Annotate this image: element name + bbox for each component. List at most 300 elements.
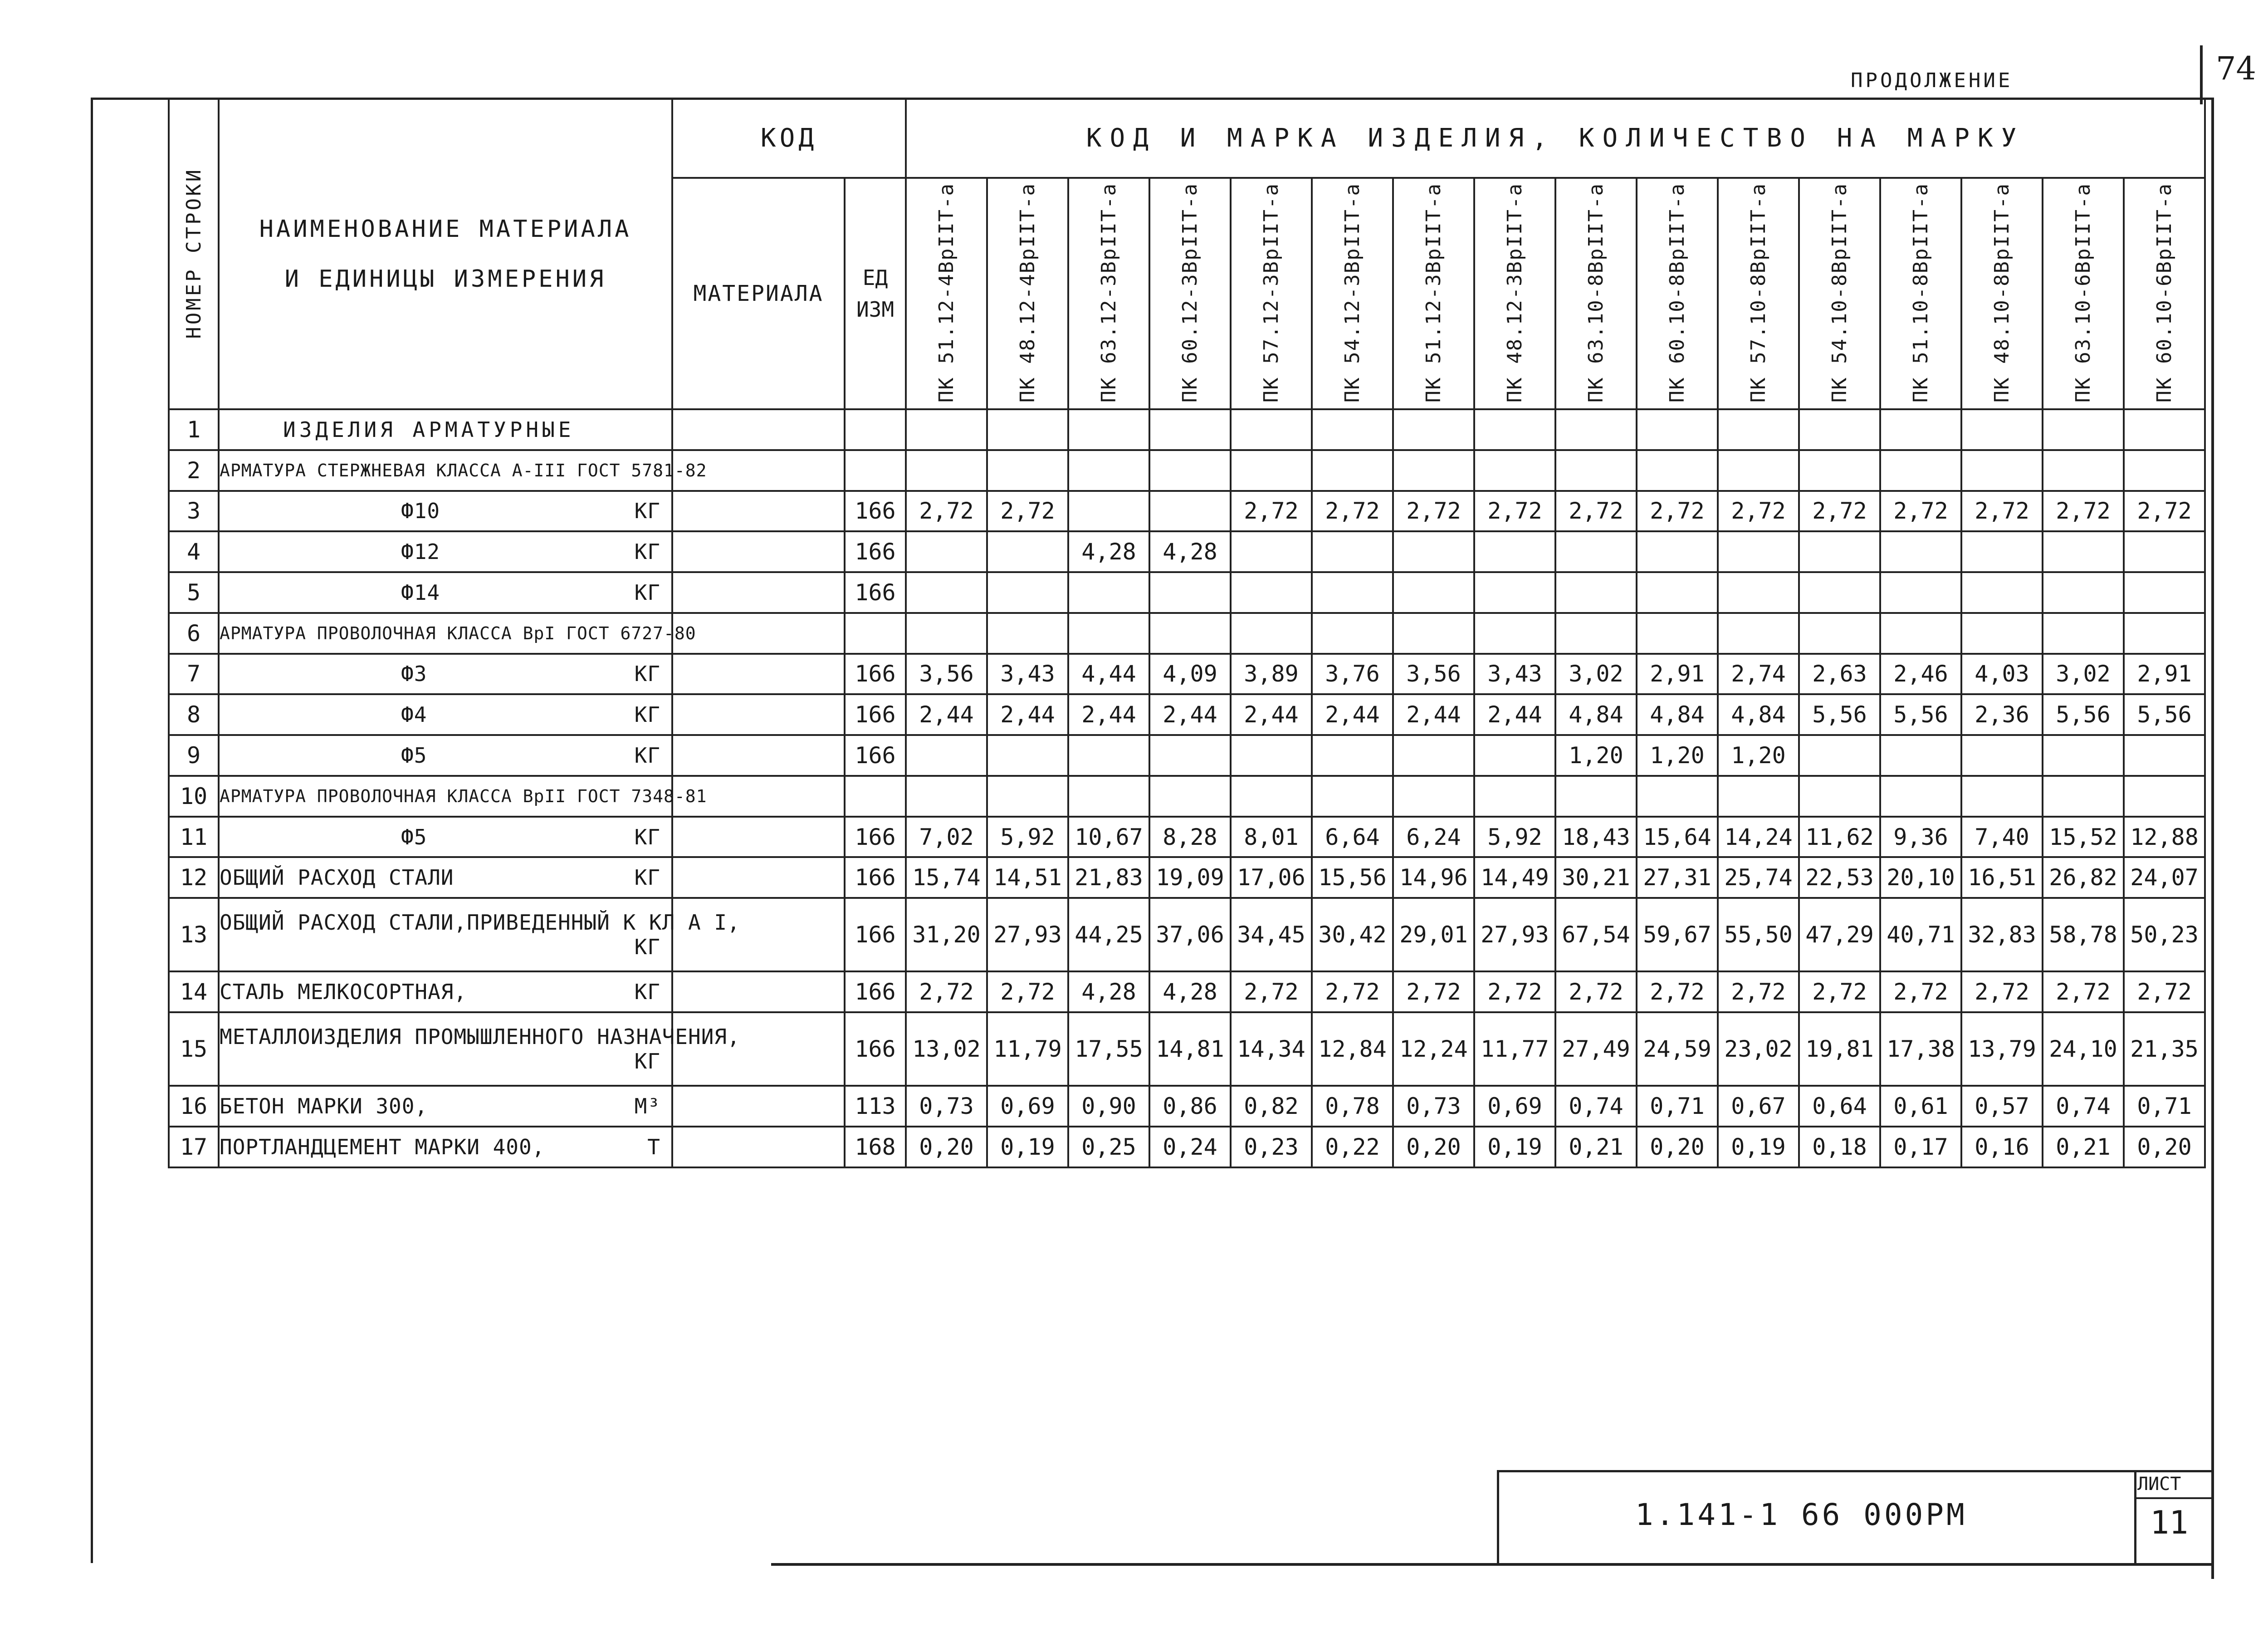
quantity-cell	[1961, 776, 2043, 817]
quantity-cell: 0,74	[2043, 1086, 2124, 1127]
quantity-cell: 5,56	[2124, 694, 2205, 735]
quantity-cell: 11,77	[1474, 1012, 1555, 1086]
quantity-cell: 24,59	[1637, 1012, 1718, 1086]
quantity-cell	[987, 531, 1068, 572]
quantity-cell: 2,72	[1555, 491, 1637, 532]
quantity-cell	[1149, 613, 1231, 654]
row-number: 10	[169, 776, 219, 817]
quantity-cell	[1799, 735, 1880, 776]
code-header: КОД	[672, 98, 906, 178]
quantity-cell: 0,20	[1637, 1127, 1718, 1167]
quantity-cell: 8,28	[1149, 817, 1231, 858]
quantity-cell: 14,24	[1718, 817, 1799, 858]
unit-code: 166	[845, 817, 906, 858]
quantity-cell	[1312, 572, 1393, 613]
quantity-cell	[1068, 776, 1149, 817]
quantity-cell	[1718, 572, 1799, 613]
unit-of-measure: КГ	[634, 662, 660, 686]
quantity-cell	[1312, 776, 1393, 817]
table-row	[169, 1127, 2205, 1167]
quantity-cell: 3,56	[906, 654, 987, 695]
quantity-cell	[1393, 531, 1474, 572]
quantity-cell	[1799, 450, 1880, 491]
quantity-cell	[906, 613, 987, 654]
quantity-cell: 12,88	[2124, 817, 2205, 858]
quantity-cell	[1149, 572, 1231, 613]
quantity-cell	[2043, 613, 2124, 654]
product-header-text: ПК 60.12-3ВрIIТ-а	[1178, 182, 1202, 403]
quantity-cell: 17,38	[1880, 1012, 1961, 1086]
quantity-cell: 2,44	[906, 694, 987, 735]
product-header	[1474, 178, 1555, 409]
quantity-cell: 4,28	[1149, 971, 1231, 1012]
product-header	[1231, 178, 1312, 409]
quantity-cell	[1718, 409, 1799, 450]
quantity-cell: 3,56	[1393, 654, 1474, 695]
quantity-cell: 0,21	[1555, 1127, 1637, 1167]
quantity-cell: 20,10	[1880, 857, 1961, 898]
sheet-label: ЛИСТ	[2137, 1474, 2181, 1495]
unit-header-line1: ЕД	[862, 265, 888, 290]
quantity-cell: 4,09	[1149, 654, 1231, 695]
quantity-cell: 16,51	[1961, 857, 2043, 898]
row-number: 8	[169, 694, 219, 735]
quantity-cell	[1637, 776, 1718, 817]
material-name: АРМАТУРА ПРОВОЛОЧНАЯ КЛАССА ВрI ГОСТ 6727-80	[220, 623, 696, 643]
quantity-cell: 47,29	[1799, 898, 1880, 971]
material-name: Ф12	[401, 539, 440, 564]
material-code-cell	[672, 1127, 845, 1167]
quantity-cell: 0,74	[1555, 1086, 1637, 1127]
product-header	[1961, 178, 2043, 409]
quantity-cell	[987, 613, 1068, 654]
quantity-cell: 27,93	[1474, 898, 1555, 971]
quantity-cell: 2,44	[1474, 694, 1555, 735]
quantity-cell: 2,72	[1961, 971, 2043, 1012]
quantity-cell	[1880, 572, 1961, 613]
quantity-cell	[987, 450, 1068, 491]
quantity-cell: 12,84	[1312, 1012, 1393, 1086]
quantity-cell: 2,46	[1880, 654, 1961, 695]
page-number: 74	[2216, 50, 2257, 87]
row-number-header	[169, 98, 219, 409]
material-header: МАТЕРИАЛА	[672, 178, 845, 409]
sheet-label-rule	[2134, 1497, 2211, 1499]
quantity-cell	[1637, 450, 1718, 491]
quantity-cell: 32,83	[1961, 898, 2043, 971]
quantity-cell: 2,72	[1718, 491, 1799, 532]
material-name: ИЗДЕЛИЯ АРМАТУРНЫЕ	[283, 417, 575, 442]
quantity-cell	[1068, 735, 1149, 776]
quantity-cell: 2,72	[906, 971, 987, 1012]
row-number: 16	[169, 1086, 219, 1127]
row-number: 15	[169, 1012, 219, 1086]
unit-code: 166	[845, 491, 906, 532]
quantity-cell: 2,72	[1718, 971, 1799, 1012]
quantity-cell	[906, 450, 987, 491]
quantity-cell: 17,06	[1231, 857, 1312, 898]
material-code-cell	[672, 613, 845, 654]
material-code-cell	[672, 971, 845, 1012]
quantity-cell: 0,69	[987, 1086, 1068, 1127]
quantity-cell	[1474, 572, 1555, 613]
quantity-cell	[2043, 450, 2124, 491]
quantity-cell: 2,72	[1312, 491, 1393, 532]
quantity-cell	[1961, 735, 2043, 776]
unit-of-measure: КГ	[634, 1049, 660, 1074]
quantity-cell: 23,02	[1718, 1012, 1799, 1086]
quantity-cell	[1961, 531, 2043, 572]
quantity-cell: 2,72	[1880, 491, 1961, 532]
table-row	[169, 491, 2205, 532]
row-number: 11	[169, 817, 219, 858]
table-row	[169, 613, 2205, 654]
quantity-cell: 12,24	[1393, 1012, 1474, 1086]
quantity-cell: 2,44	[1149, 694, 1231, 735]
quantity-cell: 40,71	[1880, 898, 1961, 971]
material-name-cell	[219, 450, 707, 491]
quantity-cell: 2,72	[1474, 971, 1555, 1012]
table-row	[169, 1086, 2205, 1127]
quantity-cell: 0,16	[1961, 1127, 2043, 1167]
quantity-cell: 14,34	[1231, 1012, 1312, 1086]
unit-of-measure: КГ	[634, 935, 660, 960]
unit-code	[845, 776, 906, 817]
material-name: Ф5	[401, 824, 427, 849]
quantity-cell: 29,01	[1393, 898, 1474, 971]
quantity-cell: 3,43	[987, 654, 1068, 695]
quantity-cell: 2,72	[1231, 971, 1312, 1012]
quantity-cell	[1474, 450, 1555, 491]
table-row	[169, 1012, 2205, 1086]
quantity-cell	[1312, 450, 1393, 491]
product-header-text: ПК 51.12-4ВрIIТ-а	[935, 182, 958, 403]
material-code-cell	[672, 491, 845, 532]
unit-of-measure: КГ	[634, 499, 660, 524]
quantity-cell	[1880, 409, 1961, 450]
unit-code: 166	[845, 1012, 906, 1086]
material-name-cell	[219, 817, 672, 858]
material-name: БЕТОН МАРКИ 300,	[220, 1094, 428, 1119]
quantity-cell: 44,25	[1068, 898, 1149, 971]
quantity-cell	[1637, 613, 1718, 654]
quantity-cell	[1312, 735, 1393, 776]
quantity-cell	[906, 776, 987, 817]
product-header	[987, 178, 1068, 409]
quantity-cell: 0,19	[1718, 1127, 1799, 1167]
quantity-cell: 2,72	[1555, 971, 1637, 1012]
unit-code: 166	[845, 898, 906, 971]
quantity-cell	[1149, 409, 1231, 450]
quantity-cell: 5,92	[1474, 817, 1555, 858]
material-code-cell	[672, 409, 845, 450]
row-number: 3	[169, 491, 219, 532]
quantity-cell: 4,84	[1555, 694, 1637, 735]
material-name: ПОРТЛАНДЦЕМЕНТ МАРКИ 400,	[220, 1135, 545, 1160]
unit-header-line2: ИЗМ	[856, 297, 894, 322]
unit-code	[845, 409, 906, 450]
material-name-cell	[219, 572, 672, 613]
product-header-text: ПК 54.12-3ВрIIТ-а	[1341, 182, 1364, 403]
product-header-text: ПК 63.10-8ВрIIТ-а	[1584, 182, 1608, 403]
quantity-cell: 1,20	[1637, 735, 1718, 776]
material-name-cell	[219, 898, 740, 971]
quantity-cell: 9,36	[1880, 817, 1961, 858]
material-name-cell	[219, 654, 672, 695]
quantity-cell	[906, 531, 987, 572]
quantity-cell	[1718, 776, 1799, 817]
product-header	[2124, 178, 2205, 409]
quantity-cell: 0,18	[1799, 1127, 1880, 1167]
table-row	[169, 857, 2205, 898]
quantity-cell: 58,78	[2043, 898, 2124, 971]
quantity-cell: 0,69	[1474, 1086, 1555, 1127]
row-number: 17	[169, 1127, 219, 1167]
quantity-cell: 26,82	[2043, 857, 2124, 898]
quantity-cell: 0,90	[1068, 1086, 1149, 1127]
material-code-cell	[672, 654, 845, 695]
quantity-cell: 0,25	[1068, 1127, 1149, 1167]
unit-of-measure: КГ	[634, 865, 660, 890]
quantity-cell: 0,17	[1880, 1127, 1961, 1167]
name-header	[219, 98, 672, 409]
quantity-cell: 14,81	[1149, 1012, 1231, 1086]
quantity-cell: 27,93	[987, 898, 1068, 971]
unit-code: 113	[845, 1086, 906, 1127]
quantity-cell: 0,71	[1637, 1086, 1718, 1127]
quantity-cell: 15,52	[2043, 817, 2124, 858]
quantity-cell	[1474, 776, 1555, 817]
quantity-cell: 2,44	[1393, 694, 1474, 735]
quantity-cell	[987, 735, 1068, 776]
quantity-cell	[1393, 409, 1474, 450]
material-code-cell	[672, 817, 845, 858]
quantity-cell: 2,74	[1718, 654, 1799, 695]
quantity-cell: 0,73	[906, 1086, 987, 1127]
quantity-cell: 21,35	[2124, 1012, 2205, 1086]
quantity-cell: 22,53	[1799, 857, 1880, 898]
product-header	[906, 178, 987, 409]
material-code-cell	[672, 898, 845, 971]
product-header	[1068, 178, 1149, 409]
quantity-cell: 4,84	[1637, 694, 1718, 735]
quantity-cell	[1068, 409, 1149, 450]
quantity-cell: 0,57	[1961, 1086, 2043, 1127]
quantity-cell: 2,72	[1231, 491, 1312, 532]
quantity-cell	[2124, 450, 2205, 491]
table-row	[169, 694, 2205, 735]
quantity-cell	[1799, 409, 1880, 450]
quantity-cell: 24,07	[2124, 857, 2205, 898]
quantity-cell: 19,81	[1799, 1012, 1880, 1086]
quantity-cell	[1312, 613, 1393, 654]
product-group-header: КОД И МАРКА ИЗДЕЛИЯ, КОЛИЧЕСТВО НА МАРКУ	[906, 98, 2205, 178]
material-code-cell	[672, 1012, 845, 1086]
quantity-cell	[1799, 776, 1880, 817]
quantity-cell	[1880, 531, 1961, 572]
quantity-cell: 2,72	[1474, 491, 1555, 532]
name-header-line2: И ЕДИНИЦЫ ИЗМЕРЕНИЯ	[284, 265, 606, 293]
quantity-cell: 27,49	[1555, 1012, 1637, 1086]
quantity-cell	[2124, 776, 2205, 817]
quantity-cell: 0,71	[2124, 1086, 2205, 1127]
quantity-cell: 4,28	[1068, 531, 1149, 572]
material-code-cell	[672, 572, 845, 613]
material-name-cell	[219, 531, 672, 572]
table-row	[169, 898, 2205, 971]
material-name: АРМАТУРА ПРОВОЛОЧНАЯ КЛАССА ВрII ГОСТ 7348-81	[220, 786, 707, 806]
quantity-cell	[1555, 572, 1637, 613]
quantity-cell	[1880, 735, 1961, 776]
material-name-cell	[219, 735, 672, 776]
quantity-cell: 0,78	[1312, 1086, 1393, 1127]
table-row	[169, 450, 2205, 491]
quantity-cell: 0,73	[1393, 1086, 1474, 1127]
quantity-cell: 37,06	[1149, 898, 1231, 971]
table-row	[169, 654, 2205, 695]
quantity-cell	[2043, 735, 2124, 776]
product-header	[2043, 178, 2124, 409]
quantity-cell: 1,20	[1718, 735, 1799, 776]
quantity-cell: 0,20	[2124, 1127, 2205, 1167]
quantity-cell	[1231, 613, 1312, 654]
continuation-label: ПРОДОЛЖЕНИЕ	[1851, 69, 2013, 92]
quantity-cell	[1961, 450, 2043, 491]
quantity-cell: 27,31	[1637, 857, 1718, 898]
quantity-cell: 2,63	[1799, 654, 1880, 695]
quantity-cell	[1312, 531, 1393, 572]
material-name-cell	[219, 971, 672, 1012]
quantity-cell	[1393, 776, 1474, 817]
quantity-cell	[1555, 613, 1637, 654]
quantity-cell: 7,40	[1961, 817, 2043, 858]
quantity-cell: 2,44	[1231, 694, 1312, 735]
material-name-cell	[219, 491, 672, 532]
quantity-cell: 5,56	[2043, 694, 2124, 735]
product-header	[1393, 178, 1474, 409]
quantity-cell: 3,89	[1231, 654, 1312, 695]
quantity-cell: 2,72	[2043, 491, 2124, 532]
quantity-cell: 24,10	[2043, 1012, 2124, 1086]
material-name-cell	[219, 694, 672, 735]
quantity-cell: 11,79	[987, 1012, 1068, 1086]
row-number: 9	[169, 735, 219, 776]
quantity-cell	[1474, 613, 1555, 654]
product-header-text: ПК 51.10-8ВрIIТ-а	[1909, 182, 1932, 403]
quantity-cell: 2,72	[1393, 491, 1474, 532]
quantity-cell: 2,72	[1880, 971, 1961, 1012]
quantity-cell	[2124, 409, 2205, 450]
material-name-cell	[219, 1012, 740, 1086]
quantity-cell: 0,23	[1231, 1127, 1312, 1167]
unit-code: 166	[845, 694, 906, 735]
quantity-cell: 0,82	[1231, 1086, 1312, 1127]
product-header-text: ПК 63.10-6ВрIIТ-а	[2072, 182, 2095, 403]
product-header-text: ПК 48.10-8ВрIIТ-а	[1990, 182, 2014, 403]
quantity-cell	[1799, 531, 1880, 572]
quantity-cell: 8,01	[1231, 817, 1312, 858]
unit-code: 168	[845, 1127, 906, 1167]
unit-of-measure: КГ	[634, 580, 660, 605]
quantity-cell: 2,36	[1961, 694, 2043, 735]
quantity-cell: 2,44	[1312, 694, 1393, 735]
product-header-text: ПК 48.12-4ВрIIТ-а	[1016, 182, 1039, 403]
quantity-cell	[1880, 450, 1961, 491]
material-name-cell	[219, 409, 672, 450]
unit-of-measure: КГ	[634, 539, 660, 564]
quantity-cell	[906, 572, 987, 613]
table-row	[169, 409, 2205, 450]
product-header	[1880, 178, 1961, 409]
unit-of-measure: Т	[647, 1135, 660, 1160]
page-number-rule	[2200, 45, 2203, 104]
materials-table	[168, 98, 2206, 1168]
table-row	[169, 971, 2205, 1012]
product-header-text: ПК 60.10-6ВрIIТ-а	[2153, 182, 2176, 403]
quantity-cell	[906, 735, 987, 776]
quantity-cell	[2124, 531, 2205, 572]
material-name: Ф10	[401, 499, 440, 524]
unit-code: 166	[845, 531, 906, 572]
quantity-cell: 2,72	[1637, 491, 1718, 532]
quantity-cell: 4,44	[1068, 654, 1149, 695]
quantity-cell: 0,64	[1799, 1086, 1880, 1127]
quantity-cell	[2124, 572, 2205, 613]
product-header-text: ПК 48.12-3ВрIIТ-а	[1503, 182, 1526, 403]
unit-of-measure: КГ	[634, 824, 660, 849]
unit-code	[845, 613, 906, 654]
quantity-cell: 1,20	[1555, 735, 1637, 776]
row-number: 2	[169, 450, 219, 491]
quantity-cell	[1068, 491, 1149, 532]
material-name-cell	[219, 857, 672, 898]
quantity-cell: 15,74	[906, 857, 987, 898]
table-row	[169, 735, 2205, 776]
product-header-text: ПК 63.12-3ВрIIТ-а	[1097, 182, 1120, 403]
quantity-cell: 2,44	[1068, 694, 1149, 735]
quantity-cell: 5,56	[1799, 694, 1880, 735]
quantity-cell: 4,28	[1149, 531, 1231, 572]
quantity-cell	[1474, 409, 1555, 450]
unit-of-measure: КГ	[634, 702, 660, 727]
quantity-cell: 2,72	[1799, 971, 1880, 1012]
frame-right-line	[2211, 98, 2214, 1579]
quantity-cell: 2,44	[987, 694, 1068, 735]
quantity-cell	[987, 409, 1068, 450]
quantity-cell	[2043, 572, 2124, 613]
quantity-cell: 0,24	[1149, 1127, 1231, 1167]
quantity-cell: 3,43	[1474, 654, 1555, 695]
quantity-cell	[1718, 450, 1799, 491]
material-code-cell	[672, 735, 845, 776]
quantity-cell	[1880, 613, 1961, 654]
quantity-cell: 55,50	[1718, 898, 1799, 971]
quantity-cell: 0,61	[1880, 1086, 1961, 1127]
unit-of-measure: М³	[634, 1094, 660, 1119]
quantity-cell	[2043, 531, 2124, 572]
quantity-cell: 0,22	[1312, 1127, 1393, 1167]
material-code-cell	[672, 1086, 845, 1127]
quantity-cell	[1231, 409, 1312, 450]
quantity-cell: 14,96	[1393, 857, 1474, 898]
material-name: Ф3	[401, 662, 427, 686]
quantity-cell: 4,03	[1961, 654, 2043, 695]
quantity-cell	[1231, 450, 1312, 491]
unit-header	[845, 178, 906, 409]
quantity-cell: 2,72	[2043, 971, 2124, 1012]
unit-of-measure: КГ	[634, 980, 660, 1005]
quantity-cell: 0,20	[906, 1127, 987, 1167]
